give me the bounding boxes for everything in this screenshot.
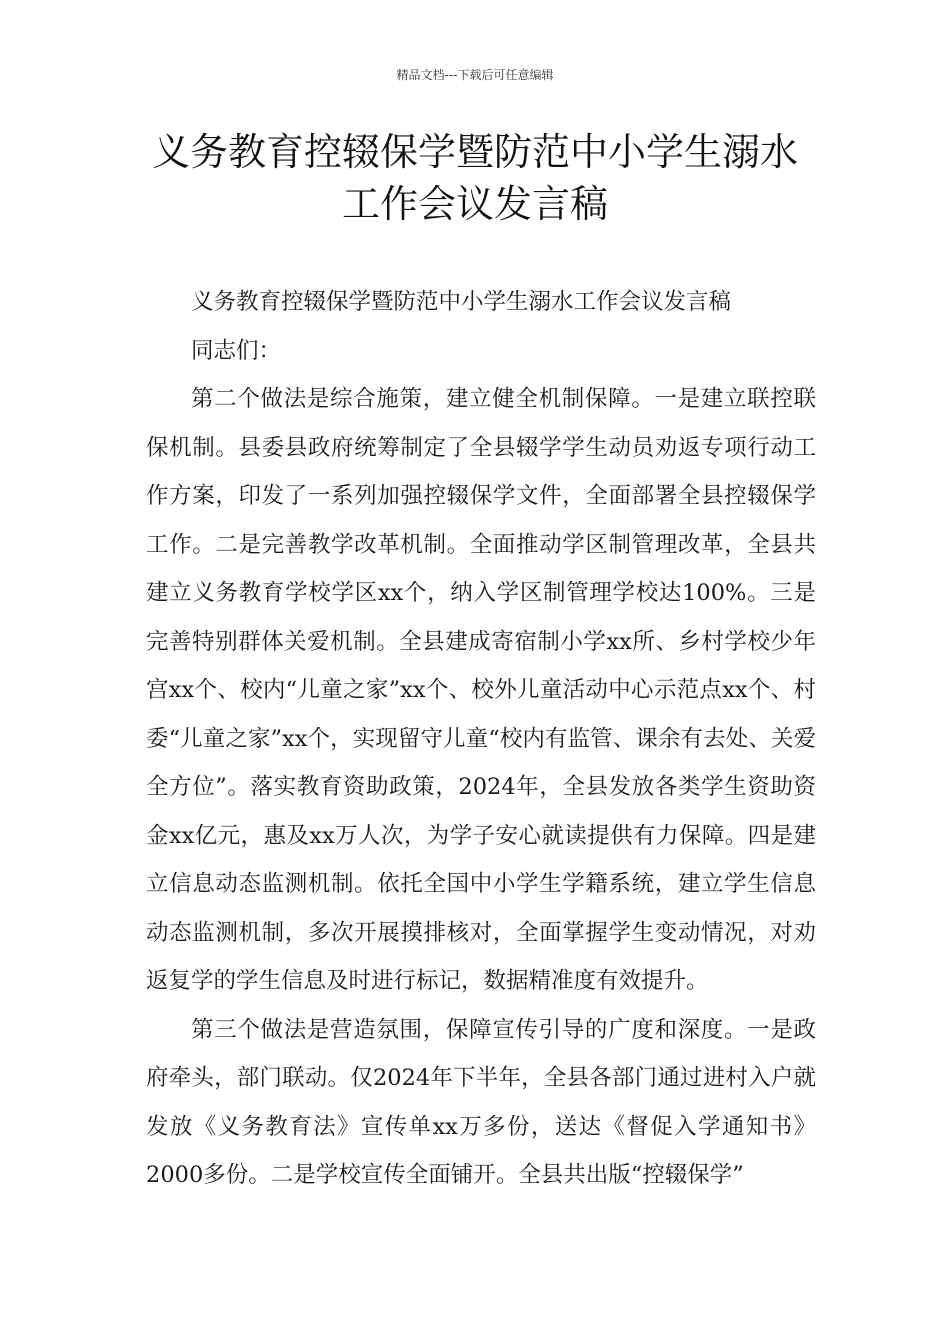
document-body	[146, 278, 816, 1200]
body-paragraph: 第二个做法是综合施策，建立健全机制保障。一是建立联控联保机制。县委县政府统筹制定了全县辍学学生动员劝返专项行动工作方案，印发了一系列加强控辍保学文件，全面部署全县控辍保学工作。二是完善教学改革机制。全面推动学区制管理改革，全县共建立义务教育学校学区xx个，纳入学区制管理学校达100%。三是完善特别群体关爱机制。全县建成寄宿制小学xx所、乡村学校少年宫xx个、校内“儿童之家”xx个、校外儿童活动中心示范点xx个、村委“儿童之家”xx个，实现留守儿童“校内有监管、课余有去处、关爱全方位”。落实教育资助政策，2024年，全县发放各类学生资助资金xx亿元，惠及xx万人次，为学子安心就读提供有力保障。四是建立信息动态监测机制。依托全国中小学生学籍系统，建立学生信息动态监测机制，多次开展摸排核对，全面掌握学生变动情况，对劝返复学的学生信息及时进行标记，数据精准度有效提升。	[146, 386, 816, 994]
salutation-paragraph: 同志们：	[191, 337, 282, 364]
document-title	[120, 126, 830, 230]
title-line-1: 义务教育控辍保学暨防范中小学生溺水	[151, 130, 798, 174]
body-paragraph: 第三个做法是营造氛围，保障宣传引导的广度和深度。一是政府牵头，部门联动。仅2024年下半年，全县各部门通过进村入户就发放《义务教育法》宣传单xx万多份，送达《督促入学通知书》2000多份。二是学校宣传全面铺开。全县共出版“控辍保学”	[146, 1016, 816, 1188]
subtitle-paragraph: 义务教育控辍保学暨防范中小学生溺水工作会议发言稿	[191, 289, 732, 315]
title-line-2: 工作会议发言稿	[341, 182, 608, 226]
header-note: 精品文档---下载后可任意编辑	[396, 68, 554, 82]
